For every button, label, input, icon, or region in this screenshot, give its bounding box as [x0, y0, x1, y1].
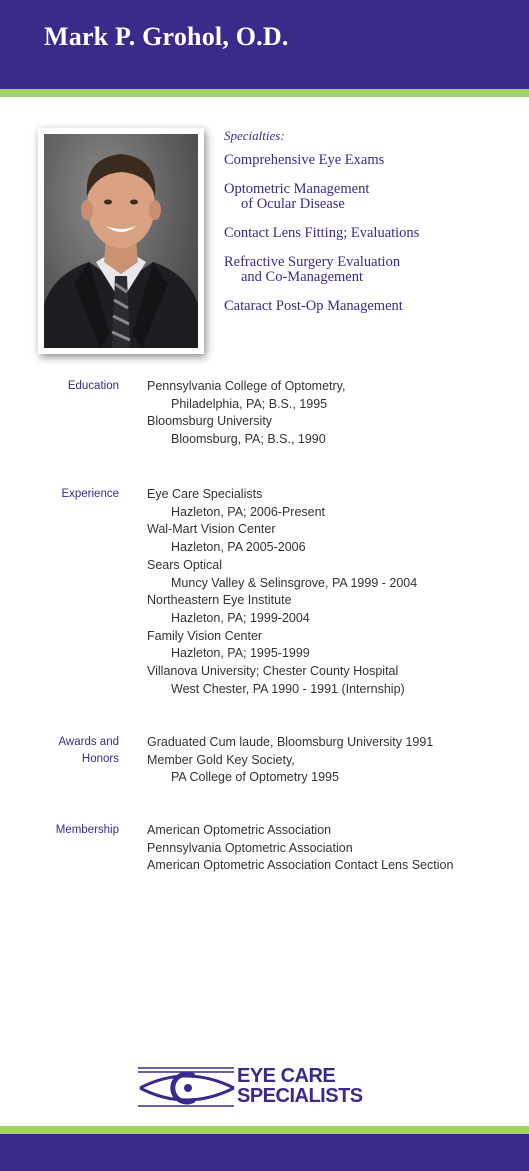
logo-line: SPECIALISTS — [237, 1085, 363, 1107]
awards-label-line: Awards and — [58, 736, 119, 748]
experience-entries — [147, 486, 517, 698]
specialty-line-continued: of Ocular Disease — [241, 196, 345, 212]
entry-line: Graduated Cum laude, Bloomsburg University 1991 — [147, 735, 434, 749]
logo-line: EYE CARE — [237, 1065, 336, 1087]
eye-care-specialists-logo — [136, 1062, 406, 1112]
membership-label: Membership — [55, 824, 119, 836]
awards-label — [9, 734, 119, 768]
entry-detail: Hazleton, PA 2005-2006 — [171, 540, 306, 555]
entry-line: Northeastern Eye Institute — [147, 593, 292, 608]
specialty-line: Comprehensive Eye Exams — [224, 152, 385, 168]
specialty-item — [224, 226, 514, 241]
education-entries — [147, 378, 517, 449]
footer-bar — [0, 1134, 529, 1171]
entry-line: Pennsylvania College of Optometry, — [147, 379, 346, 393]
eye-logo-icon — [136, 1062, 236, 1112]
entry-line: Family Vision Center — [147, 628, 263, 643]
specialty-line-continued: and Co-Management — [241, 269, 364, 285]
specialties-heading: Specialties: — [224, 128, 285, 143]
specialty-item — [224, 255, 514, 285]
experience-label: Experience — [61, 488, 119, 500]
entry-detail: Hazleton, PA; 1999-2004 — [171, 610, 310, 625]
logo-wordmark — [237, 1066, 363, 1106]
specialty-line: Cataract Post-Op Management — [224, 298, 403, 314]
entry-line: Villanova University; Chester County Hospital — [147, 664, 399, 679]
education-label: Education — [67, 380, 119, 392]
entry-detail: Muncy Valley & Selinsgrove, PA 1999 - 2004 — [171, 575, 418, 590]
entry-detail: Philadelphia, PA; B.S., 1995 — [171, 396, 328, 411]
awards-entries — [147, 734, 517, 787]
entry-line: Wal-Mart Vision Center — [147, 522, 276, 537]
footer-accent-stripe — [0, 1126, 529, 1134]
entry-line: Bloomsburg University — [147, 414, 273, 429]
entry-line: American Optometric Association — [147, 823, 332, 837]
specialties-list — [224, 128, 514, 328]
profile-photo-frame — [38, 128, 204, 354]
entry-detail: Hazleton, PA; 2006-Present — [171, 504, 326, 519]
membership-entries — [147, 822, 517, 875]
page-title: Mark P. Grohol, O.D. — [44, 22, 289, 51]
specialty-item — [224, 153, 514, 168]
specialty-line: Refractive Surgery Evaluation — [224, 254, 401, 270]
entry-detail: Hazleton, PA; 1995-1999 — [171, 646, 310, 661]
entry-line: Sears Optical — [147, 557, 223, 572]
specialty-line: Contact Lens Fitting; Evaluations — [224, 225, 420, 241]
specialty-item — [224, 182, 514, 212]
entry-detail: West Chester, PA 1990 - 1991 (Internship) — [171, 681, 405, 696]
specialty-line: Optometric Management — [224, 181, 370, 197]
header-accent-stripe — [0, 89, 529, 97]
entry-line: American Optometric Association Contact Lens Section — [147, 858, 454, 873]
specialty-item — [224, 299, 514, 314]
entry-line: Eye Care Specialists — [147, 487, 263, 501]
header-bar — [0, 0, 529, 89]
entry-detail: Bloomsburg, PA; B.S., 1990 — [171, 432, 326, 447]
profile-photo — [44, 134, 198, 348]
entry-line: Member Gold Key Society, — [147, 752, 295, 767]
entry-detail: PA College of Optometry 1995 — [171, 770, 339, 785]
awards-label-line: Honors — [81, 753, 119, 765]
entry-line: Pennsylvania Optometric Association — [147, 840, 353, 855]
